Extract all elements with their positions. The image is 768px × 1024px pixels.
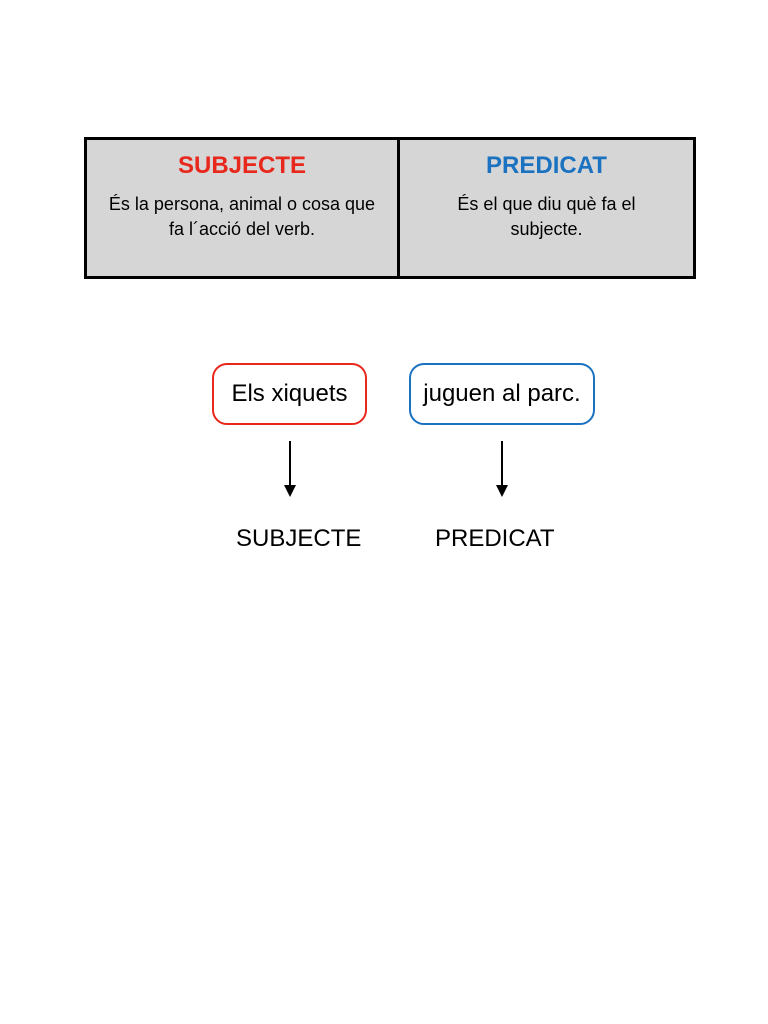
subject-phrase-box: Els xiquets [212, 363, 367, 425]
predicate-phrase-box: juguen al parc. [409, 363, 595, 425]
predicate-definition-cell [400, 140, 693, 276]
predicate-definition-title: PREDICAT [486, 152, 607, 179]
subject-definition-title: SUBJECTE [177, 152, 307, 179]
subject-definition-cell [87, 140, 400, 276]
subject-definition-text: És la persona, animal o cosa que fa l´acció del verb. [108, 194, 376, 239]
predicate-definition-text: És el que diu què fa el subjecte. [457, 194, 636, 239]
predicate-role-label: PREDICAT [435, 525, 555, 552]
definitions-table [84, 137, 696, 279]
subject-role-label: SUBJECTE [236, 525, 362, 552]
predicate-arrow-icon [495, 441, 509, 497]
subject-arrow-icon [283, 441, 297, 497]
